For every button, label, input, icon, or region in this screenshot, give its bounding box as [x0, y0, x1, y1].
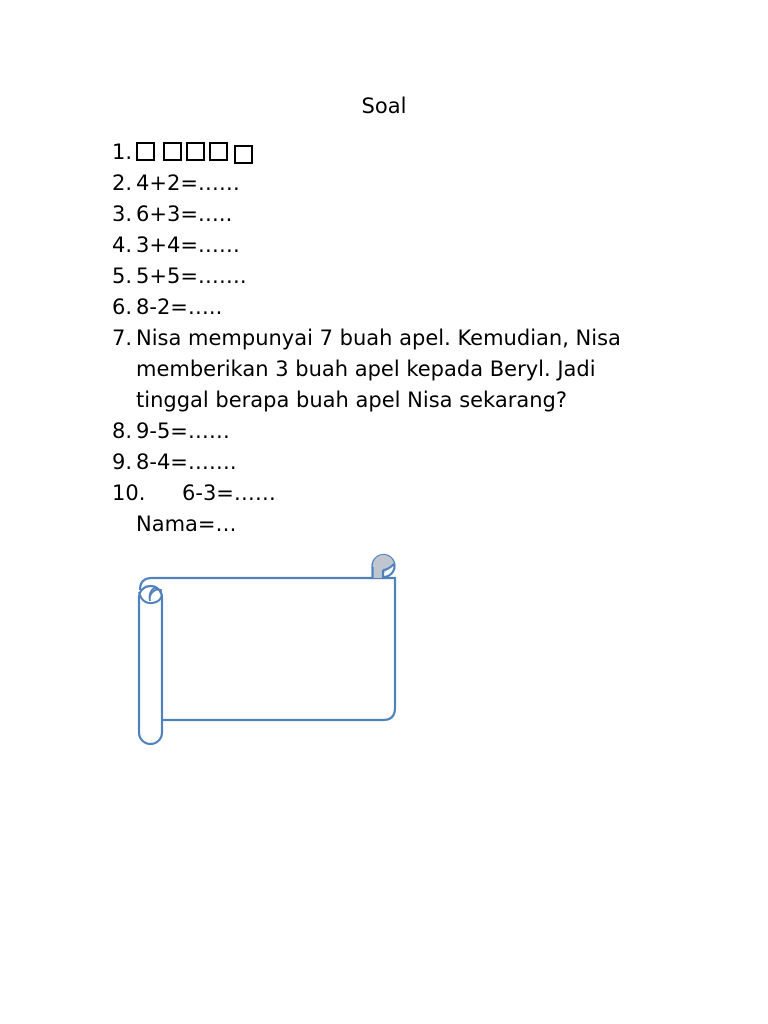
item-number: 9.	[112, 450, 133, 474]
list-item	[112, 292, 672, 323]
item-number: 8.	[112, 419, 133, 443]
item-text: 6-3=……	[182, 481, 276, 505]
item-text: 4+2=……	[136, 171, 240, 195]
item-text: 8-2=…..	[136, 295, 223, 319]
list-item	[112, 416, 672, 447]
list-item	[112, 199, 672, 230]
list-item	[112, 447, 672, 478]
scroll-left-roll	[139, 586, 162, 744]
name-line	[112, 509, 672, 540]
item-number: 1.	[112, 140, 133, 164]
answer-box	[136, 142, 155, 161]
item-number: 7.	[112, 326, 133, 350]
item-number: 4.	[112, 233, 133, 257]
page-title: Soal	[361, 94, 407, 118]
list-item	[112, 323, 672, 416]
list-item	[112, 478, 672, 509]
question-list	[112, 137, 672, 540]
answer-box	[186, 142, 205, 161]
item-number: 3.	[112, 202, 133, 226]
list-item	[112, 261, 672, 292]
list-item	[112, 230, 672, 261]
item-text: Nisa mempunyai 7 buah apel. Kemudian, Nisa memberikan 3 buah apel kepada Beryl. Jadi tinggal berapa buah apel Nisa sekarang?	[136, 326, 621, 412]
item-text: 8-4=…….	[136, 450, 237, 474]
item-number: 5.	[112, 264, 133, 288]
list-item	[112, 168, 672, 199]
answer-box	[209, 142, 228, 161]
item-text: 9-5=……	[136, 419, 230, 443]
name-label: Nama=…	[136, 512, 237, 536]
item-number: 10.	[112, 481, 146, 505]
item-text: 6+3=…..	[136, 202, 233, 226]
item-text: 5+5=…….	[136, 264, 247, 288]
scroll-frame	[130, 550, 402, 750]
item-number: 2.	[112, 171, 133, 195]
answer-box	[163, 142, 182, 161]
item-number: 6.	[112, 295, 133, 319]
answer-box	[234, 145, 253, 164]
scroll-sheet	[152, 578, 395, 720]
list-item	[112, 137, 672, 168]
item-text: 3+4=……	[136, 233, 240, 257]
